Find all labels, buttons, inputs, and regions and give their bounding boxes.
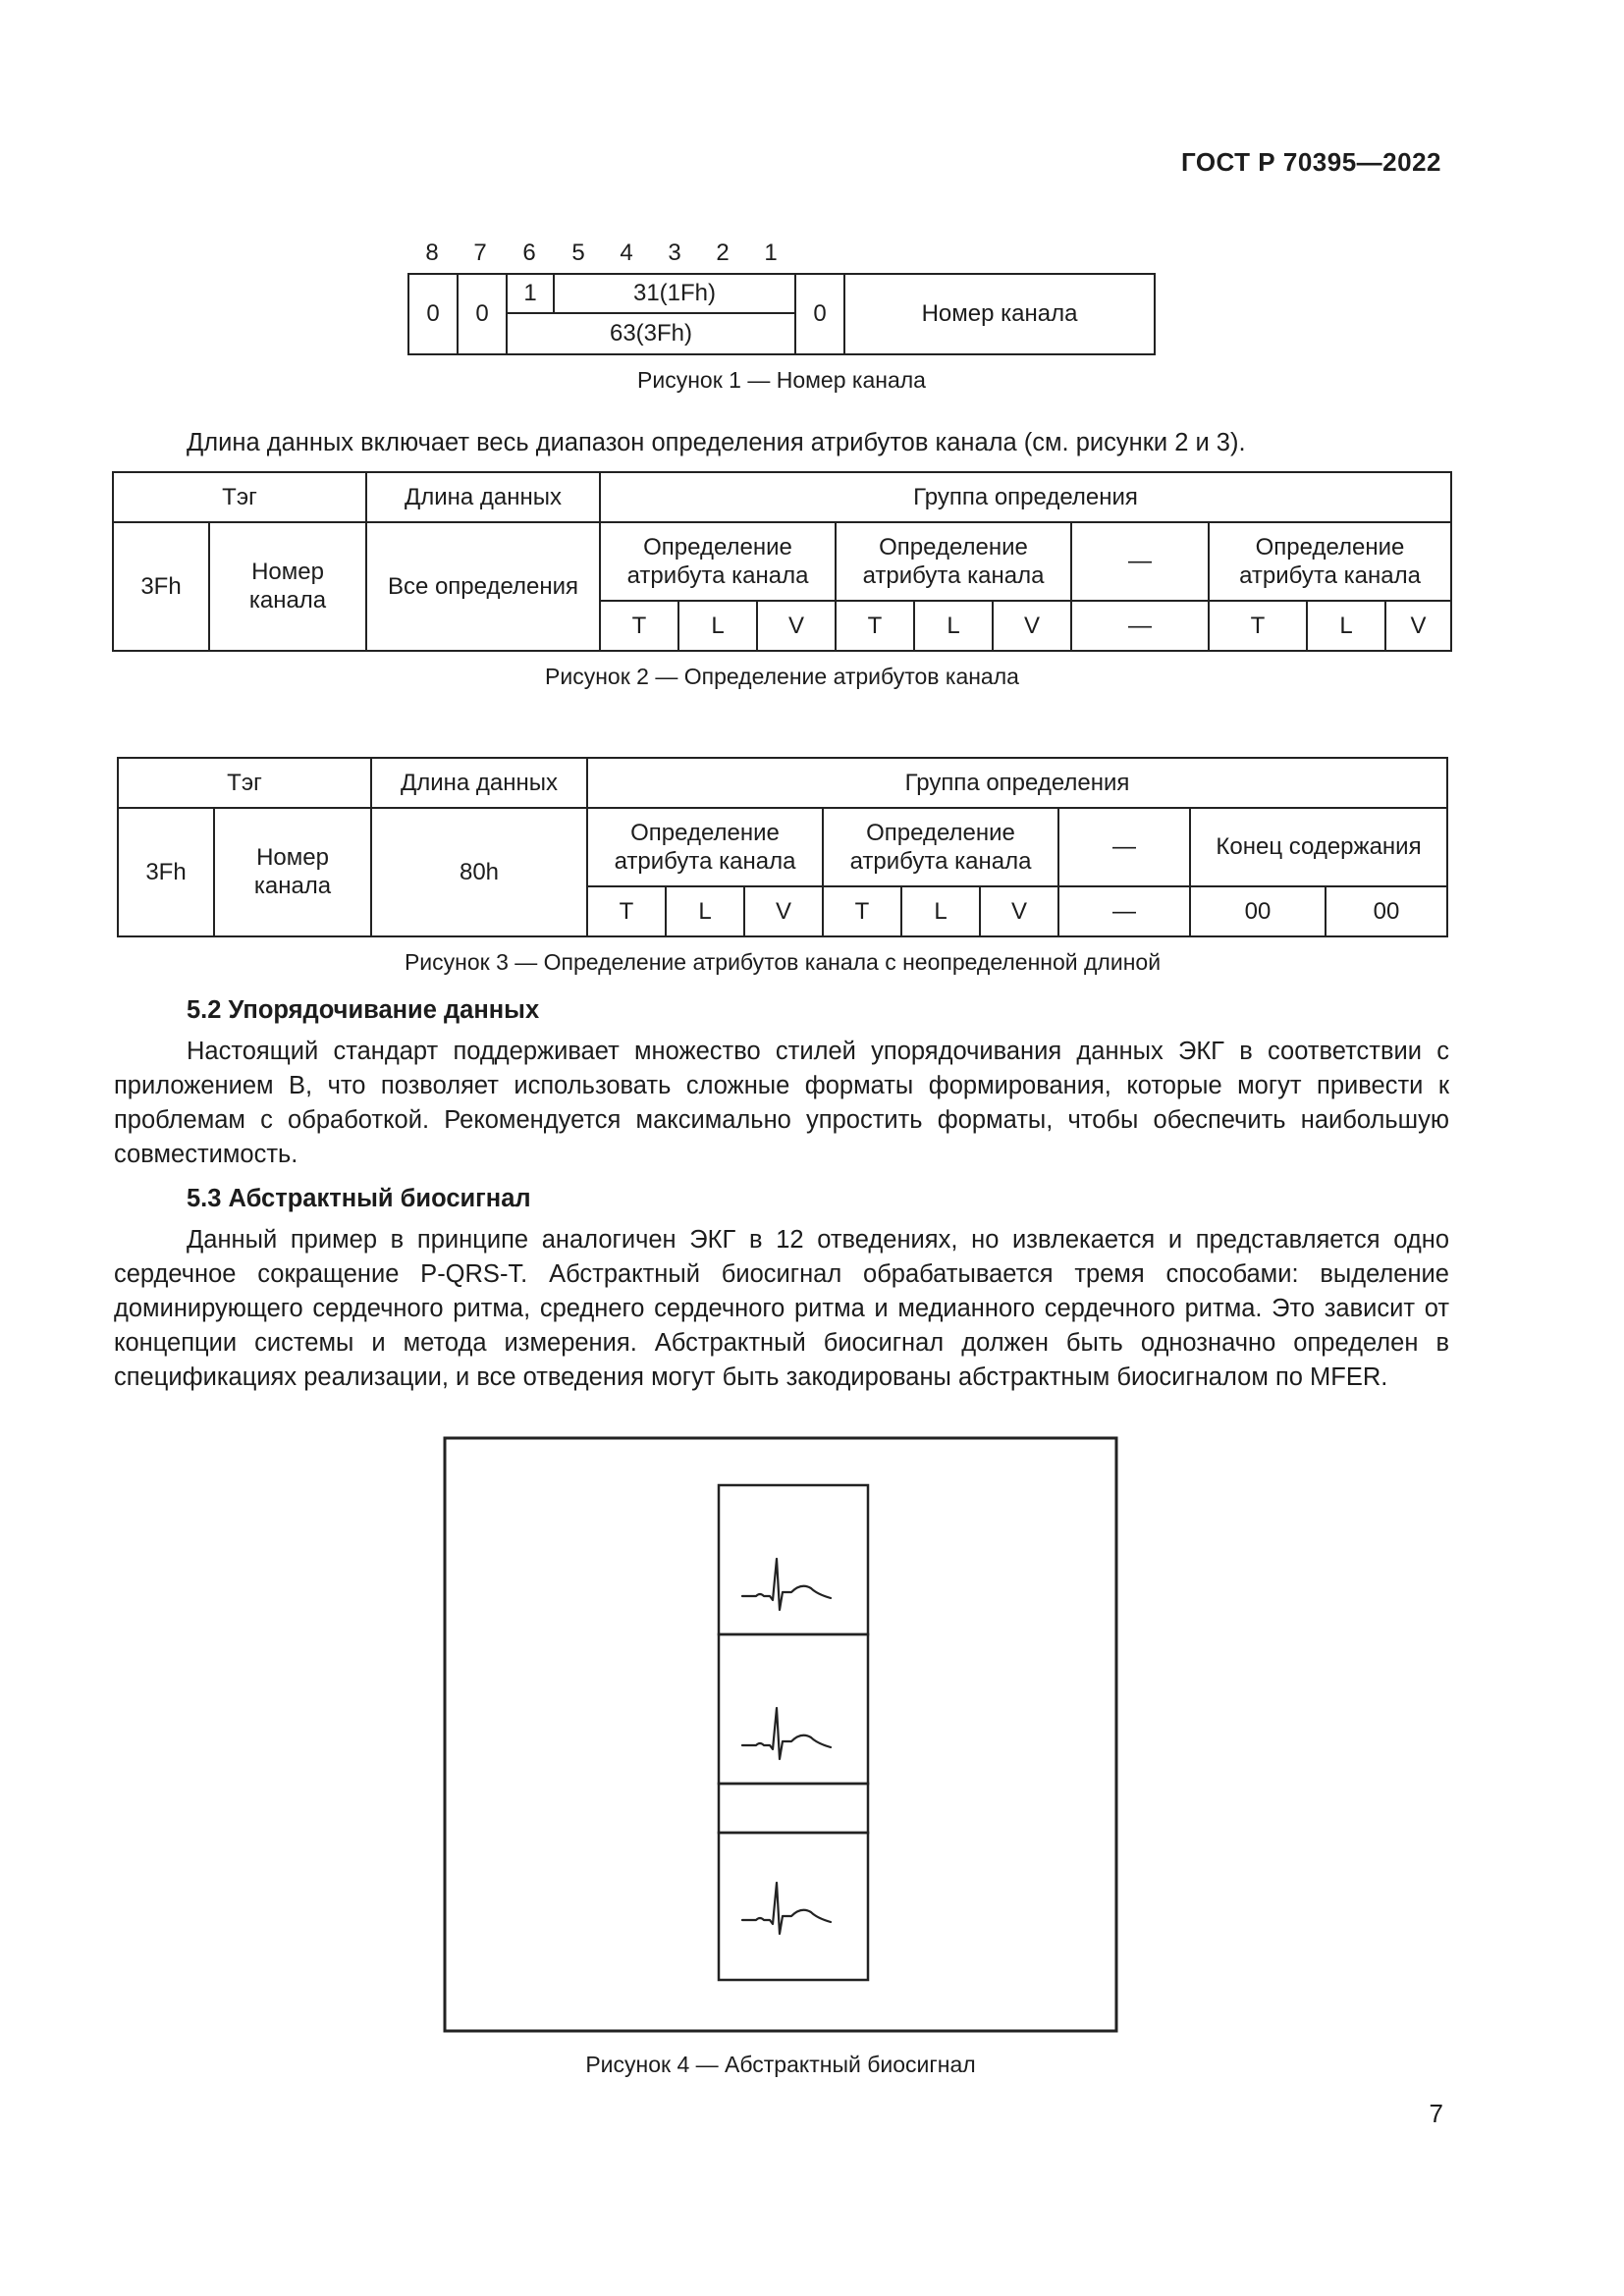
bit-label: 2: [716, 240, 730, 266]
bit8-cell: 0: [408, 274, 458, 354]
section-5-2-text: Настоящий стандарт поддерживает множество стилей упорядочивания данных ЭКГ в соответствии с приложением В, что позволяет использовать сложные форматы формирования, которые могут привести к проблемам с обработкой. Рекомендуется максимально упростить форматы, чтобы обеспечить наибольшую совместимость.: [114, 1038, 1449, 1168]
upper-value-cell: 31(1Fh): [554, 274, 795, 313]
channel-number-table: [407, 273, 1156, 355]
l-cell: L: [914, 601, 993, 651]
tag-header: Тэг: [113, 472, 366, 522]
length-header: Длина данных: [366, 472, 600, 522]
ecg-waveform: [742, 1708, 831, 1759]
document-header: ГОСТ Р 70395—2022: [1180, 147, 1441, 177]
ellipsis-cell: —: [1058, 886, 1190, 936]
figure4-caption: Рисунок 4 — Абстрактный биосигнал: [585, 2052, 976, 2077]
bit-label: 6: [522, 240, 536, 266]
ecg-panel-top: [719, 1485, 868, 1634]
v-cell: V: [993, 601, 1071, 651]
t-cell: T: [823, 886, 901, 936]
end-of-contents-cell: Конец содержания: [1190, 808, 1447, 887]
ellipsis-cell: —: [1071, 522, 1209, 602]
group-header: Группа определения: [600, 472, 1451, 522]
ecg-panel-gap: [719, 1784, 868, 1833]
end-value-cell: 00: [1326, 886, 1447, 936]
group-header: Группа определения: [587, 758, 1447, 808]
section-5-2-heading: 5.2 Упорядочивание данных: [187, 996, 540, 1024]
v-cell: V: [1385, 601, 1451, 651]
t-cell: T: [587, 886, 666, 936]
figure3-caption: Рисунок 3 — Определение атрибутов канала с неопределенной длиной: [404, 949, 1162, 975]
definition-cell: Определение атрибута канала: [823, 808, 1058, 887]
section-5-3-text: Данный пример в принципе аналогичен ЭКГ в 12 отведениях, но извлекается и представляется одно сердечное сокращение P-QRS-T. Абстрактный биосигнал обрабатывается тремя способами: выделение доминирующего сердечного ритма, среднего сердечного ритма и медианного сердечного ритма. Это зависит от концепции системы и метода измерения. Абстрактный биосигнал должен быть однозначно определен в спецификациях реализации, и все отведения могут быть закодированы абстрактным биосигналом по MFER.: [114, 1226, 1449, 1391]
channel-label-cell: Номер канала: [844, 274, 1155, 354]
l-cell: L: [1307, 601, 1385, 651]
figure1-caption: Рисунок 1 — Номер канала: [637, 367, 926, 393]
length-value-cell: 80h: [371, 808, 587, 936]
tag-name-cell: Номер канала: [209, 522, 366, 651]
l-cell: L: [678, 601, 757, 651]
bit6-cell: 1: [507, 274, 554, 313]
definition-cell: Определение атрибута канала: [836, 522, 1071, 602]
bit-label: 5: [571, 240, 585, 266]
lower-value-cell: 63(3Fh): [507, 313, 795, 354]
intro-paragraph: Длина данных включает весь диапазон определения атрибутов канала (см. рисунки 2 и 3).: [187, 429, 1246, 456]
ellipsis-cell: —: [1071, 601, 1209, 651]
definition-cell: Определение атрибута канала: [587, 808, 823, 887]
ecg-panel-bottom: [719, 1833, 868, 1980]
t-cell: T: [1209, 601, 1307, 651]
section-5-3-heading: 5.3 Абстрактный биосигнал: [187, 1185, 531, 1212]
t-cell: T: [836, 601, 914, 651]
abstract-biosignal-figure: [442, 1435, 1119, 2036]
bit1-cell: 0: [795, 274, 844, 354]
tag-value-cell: 3Fh: [113, 522, 209, 651]
tag-header: Тэг: [118, 758, 371, 808]
length-header: Длина данных: [371, 758, 587, 808]
undefined-length-table: [117, 757, 1448, 937]
v-cell: V: [744, 886, 823, 936]
l-cell: L: [666, 886, 744, 936]
v-cell: V: [757, 601, 836, 651]
tag-name-cell: Номер канала: [214, 808, 371, 936]
length-value-cell: Все определения: [366, 522, 600, 651]
bit-label: 1: [764, 240, 778, 266]
bit-label: 4: [620, 240, 633, 266]
definition-cell: Определение атрибута канала: [1209, 522, 1451, 602]
bit-label: 3: [668, 240, 681, 266]
definition-cell: Определение атрибута канала: [600, 522, 836, 602]
figure2-caption: Рисунок 2 — Определение атрибутов канала: [545, 664, 1019, 689]
ecg-waveform: [742, 1559, 831, 1610]
v-cell: V: [980, 886, 1058, 936]
l-cell: L: [901, 886, 980, 936]
end-value-cell: 00: [1190, 886, 1326, 936]
tag-value-cell: 3Fh: [118, 808, 214, 936]
bit-label: 8: [425, 240, 439, 266]
ellipsis-cell: —: [1058, 808, 1190, 887]
outer-frame: [445, 1438, 1116, 2031]
bit7-cell: 0: [458, 274, 507, 354]
bit-label: 7: [473, 240, 487, 266]
t-cell: T: [600, 601, 678, 651]
attribute-definition-table: [112, 471, 1452, 652]
ecg-waveform: [742, 1883, 831, 1934]
page-number: 7: [1429, 2099, 1443, 2128]
ecg-panel-middle: [719, 1634, 868, 1784]
